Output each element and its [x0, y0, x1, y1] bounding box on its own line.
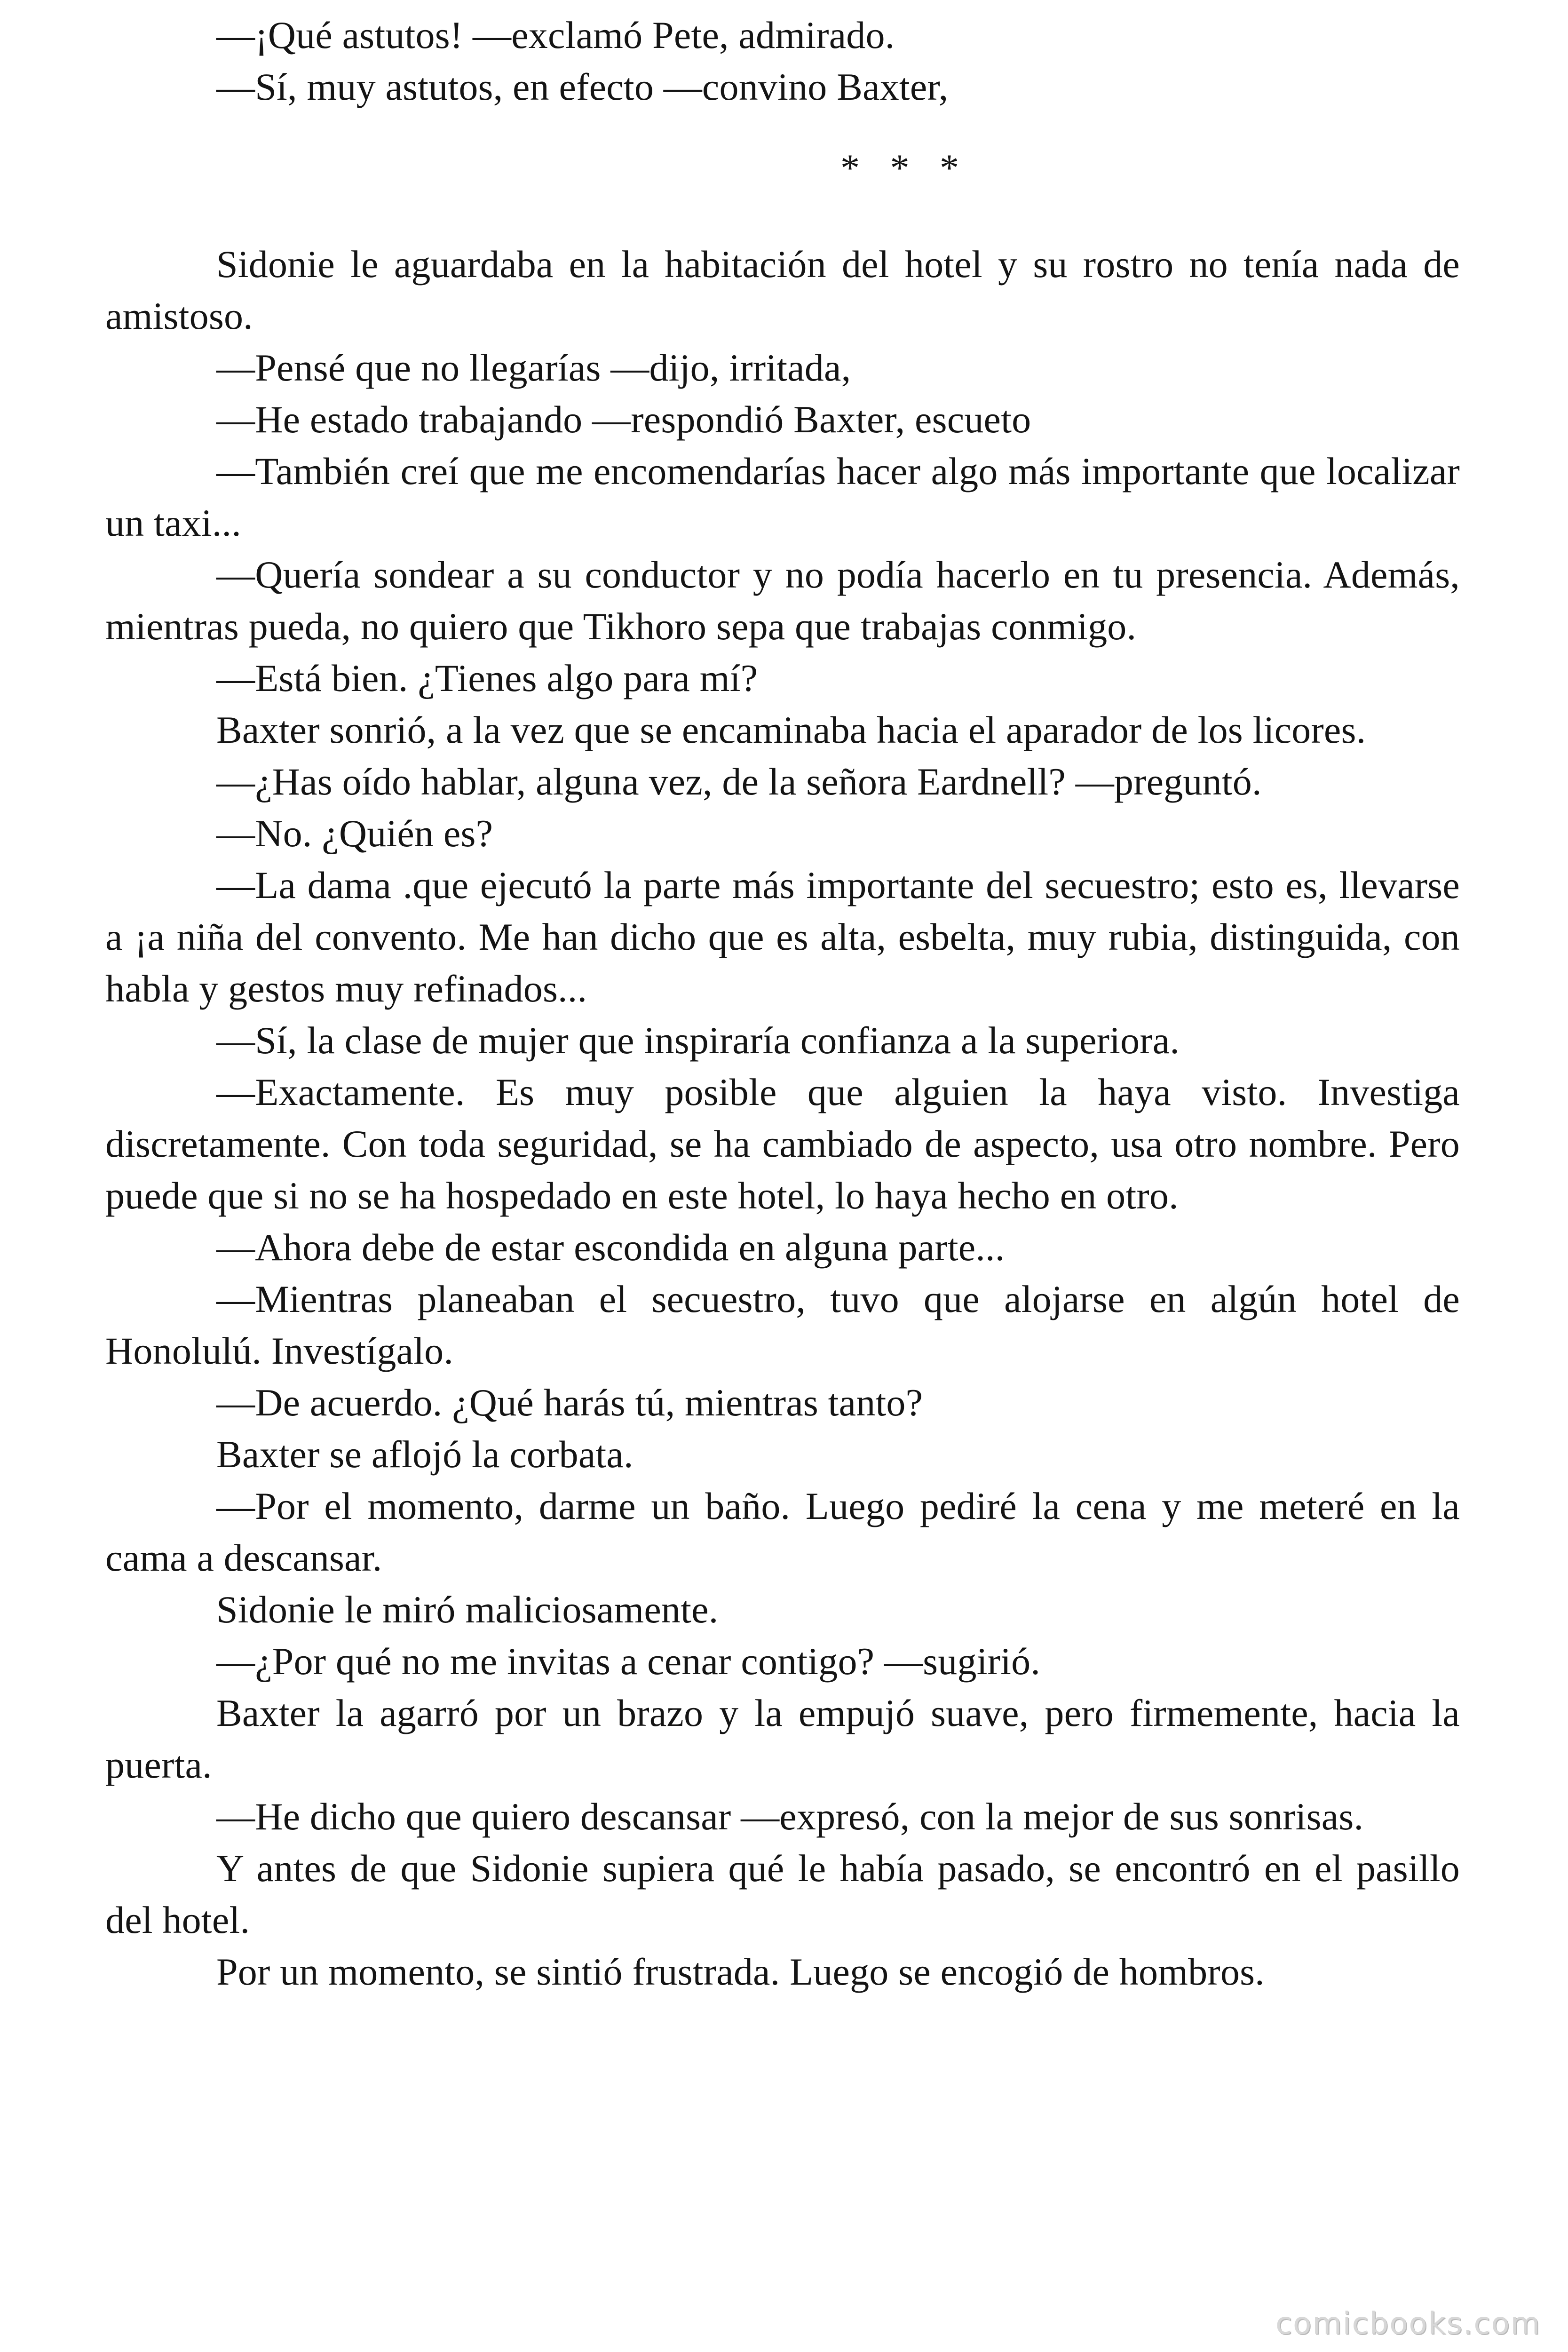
paragraph: Sidonie le aguardaba en la habitación del hotel y su rostro no tenía nada de amistoso.	[105, 243, 1460, 337]
paragraph: Sidonie le miró maliciosamente.	[216, 1588, 719, 1631]
paragraph: —Ahora debe de estar escondida en alguna parte...	[216, 1226, 1005, 1269]
paragraph: —Mientras planeaban el secuestro, tuvo que alojarse en algún hotel de Honolulú. Investígalo.	[105, 1278, 1460, 1372]
paragraph: —De acuerdo. ¿Qué harás tú, mientras tanto?	[216, 1381, 923, 1424]
paragraph: Baxter sonrió, a la vez que se encaminaba hacia el aparador de los licores.	[216, 708, 1366, 751]
paragraph: Por un momento, se sintió frustrada. Luego se encogió de hombros.	[216, 1950, 1265, 1993]
paragraph: —Sí, la clase de mujer que inspiraría confianza a la superiora.	[216, 1019, 1180, 1062]
paragraph: —También creí que me encomendarías hacer algo más importante que localizar un taxi...	[105, 450, 1460, 544]
watermark: comicbooks.com	[1275, 2306, 1541, 2341]
body-text	[105, 238, 1460, 1998]
paragraph: —He estado trabajando —respondió Baxter, escueto	[216, 398, 1031, 441]
paragraph: —Exactamente. Es muy posible que alguien la haya visto. Investiga discretamente. Con toda seguridad, se ha cambiado de aspecto, usa otro nombre. Pero puede que si no se ha hospedado en este hotel, lo haya hecho en otro.	[105, 1071, 1460, 1217]
paragraph: Baxter la agarró por un brazo y la empujó suave, pero firmemente, hacia la puerta.	[105, 1692, 1460, 1786]
paragraph: —Sí, muy astutos, en efecto —convino Baxter,	[216, 65, 949, 108]
paragraph: —¿Has oído hablar, alguna vez, de la señora Eardnell? —preguntó.	[216, 760, 1262, 803]
paragraph: —Está bien. ¿Tienes algo para mí?	[216, 657, 758, 699]
paragraph: Baxter se aflojó la corbata.	[216, 1433, 634, 1476]
paragraph: —Quería sondear a su conductor y no podía hacerlo en tu presencia. Además, mientras pueda, no quiero que Tikhoro sepa que trabajas conmigo.	[105, 553, 1460, 648]
paragraph: —La dama .que ejecutó la parte más importante del secuestro; esto es, llevarse a ¡a niña del convento. Me han dicho que es alta, esbelta, muy rubia, distinguida, con habla y gestos muy refinados...	[105, 864, 1460, 1010]
paragraph: —Pensé que no llegarías —dijo, irritada,	[216, 346, 851, 389]
scene-separator: * * *	[840, 146, 969, 189]
paragraph: —No. ¿Quién es?	[216, 812, 493, 855]
paragraph: —¡Qué astutos! —exclamó Pete, admirado.	[216, 14, 895, 56]
paragraph: —He dicho que quiero descansar —expresó, con la mejor de sus sonrisas.	[216, 1795, 1364, 1838]
paragraph: —Por el momento, darme un baño. Luego pediré la cena y me meteré en la cama a descansar.	[105, 1485, 1460, 1579]
paragraph: —¿Por qué no me invitas a cenar contigo? —sugirió.	[216, 1640, 1041, 1683]
book-page	[105, 0, 1460, 1998]
paragraph: Y antes de que Sidonie supiera qué le había pasado, se encontró en el pasillo del hotel.	[105, 1847, 1460, 1941]
